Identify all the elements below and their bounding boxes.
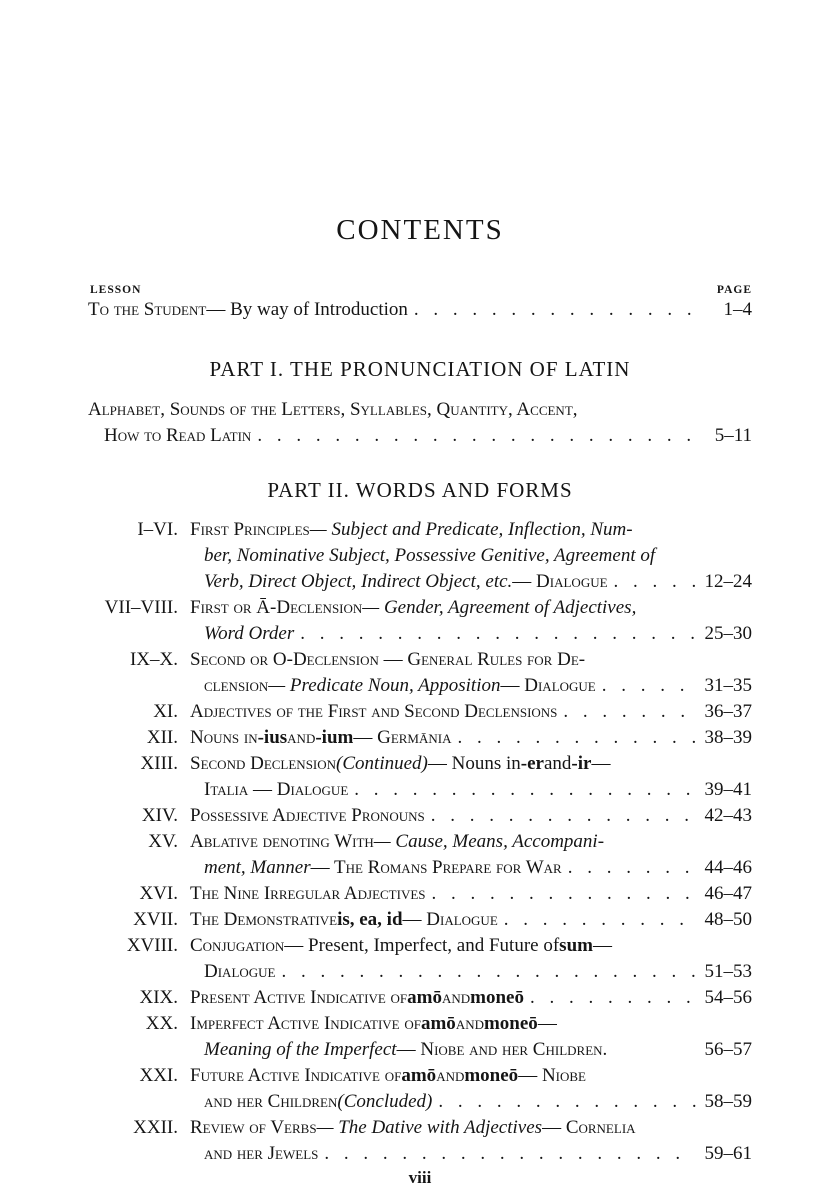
- lesson-number: XI.: [153, 701, 178, 722]
- leader-dots: [408, 297, 696, 323]
- toc-entry-cont: Italia — Dialogue . . . 39–41: [204, 777, 752, 803]
- leader-dots: [276, 959, 697, 985]
- lesson-number: XXI.: [139, 1065, 178, 1086]
- toc-entry: The Nine Irregular Adjectives . . . 46–47: [190, 881, 752, 907]
- leader-dots: [251, 423, 696, 449]
- lesson-number: XIV.: [141, 805, 178, 826]
- page-number: 25–30: [704, 623, 752, 644]
- lesson-number: XXII.: [133, 1117, 178, 1138]
- leader-dots: [562, 855, 696, 881]
- page-label: PAGE: [716, 284, 752, 296]
- toc-entry-cont: ment, Manner — The Romans Prepare for War . . . 44–46: [204, 855, 752, 881]
- lesson-number: XIII.: [140, 753, 178, 774]
- lesson-number: IX–X.: [129, 649, 178, 670]
- toc-entry: First Principles — Subject and Predicate, Inflection, Num-: [190, 519, 633, 540]
- leader-dots: [426, 881, 696, 907]
- page-number: 54–56: [704, 987, 752, 1008]
- toc-entry-part1-line2: How to Read Latin . . . 5–11: [104, 423, 752, 449]
- toc-entry: Adjectives of the First and Second Declensions . . . 36–37: [190, 699, 752, 725]
- toc-entry: Second Declension (Continued) — Nouns in -er and -ir —: [190, 753, 611, 774]
- toc-entry: Ablative denoting With — Cause, Means, Accompani-: [190, 831, 605, 852]
- leader-dots: [596, 673, 696, 699]
- page-number: 38–39: [704, 727, 752, 748]
- leader-dots: [498, 907, 696, 933]
- leader-dots: [524, 985, 696, 1011]
- lesson-number: VII–VIII.: [104, 597, 178, 618]
- leader-dots: [294, 621, 696, 647]
- leader-dots: [348, 777, 696, 803]
- page-number: 36–37: [704, 701, 752, 722]
- toc-entry-cont: Meaning of the Imperfect — Niobe and her Children. 56–57: [204, 1037, 752, 1063]
- toc-entry-intro: To the Student — By way of Introduction . . . 1–4: [88, 297, 752, 323]
- toc-entry-cont: and her Jewels . . . 59–61: [204, 1141, 752, 1167]
- lesson-number: XVIII.: [126, 935, 178, 956]
- leader-dots: [425, 803, 696, 829]
- toc-entry-cont: ber, Nominative Subject, Possessive Genitive, Agreement of: [204, 545, 656, 566]
- toc-entry-cont: clension — Predicate Noun, Apposition — Dialogue . . . 31–35: [204, 673, 752, 699]
- lesson-label: LESSON: [90, 284, 142, 296]
- toc-entry: The Demonstrative is, ea, id — Dialogue . . . 48–50: [190, 907, 752, 933]
- page-title: CONTENTS: [336, 214, 504, 246]
- toc-entry: First or Ā-Declension — Gender, Agreement of Adjectives,: [190, 597, 637, 618]
- toc-entry: Present Active Indicative of amō and moneō . . . 54–56: [190, 985, 752, 1011]
- lesson-number: XVI.: [139, 883, 178, 904]
- toc-entry: Imperfect Active Indicative of amō and moneō —: [190, 1013, 557, 1034]
- page-number: 44–46: [704, 857, 752, 878]
- leader-dots: [318, 1141, 696, 1167]
- toc-entry: Possessive Adjective Pronouns . . . 42–43: [190, 803, 752, 829]
- page-number: 58–59: [704, 1091, 752, 1112]
- lesson-number: XX.: [145, 1013, 178, 1034]
- page-number: 12–24: [704, 571, 752, 592]
- page-folio: viii: [408, 1168, 432, 1187]
- toc-entry-cont: Verb, Direct Object, Indirect Object, etc. — Dialogue . . . 12–24: [204, 569, 752, 595]
- page-number: 39–41: [704, 779, 752, 800]
- lesson-number: XVII.: [133, 909, 178, 930]
- page-number: 42–43: [704, 805, 752, 826]
- page-number: 5–11: [714, 425, 752, 446]
- toc-entry: Nouns in -ius and -ium — Germānia . . . 38–39: [190, 725, 752, 751]
- page-number: 56–57: [704, 1039, 752, 1060]
- leader-dots: [432, 1089, 696, 1115]
- toc-entry-cont: Word Order . . . 25–30: [204, 621, 752, 647]
- leader-dots: [451, 725, 696, 751]
- toc-entry: Conjugation — Present, Imperfect, and Future of sum —: [190, 935, 612, 956]
- leader-dots: [608, 569, 696, 595]
- part-heading-1: PART I. THE PRONUNCIATION OF LATIN: [209, 357, 631, 381]
- toc-entry-part1-line1: Alphabet, Sounds of the Letters, Syllables, Quantity, Accent,: [88, 399, 578, 420]
- toc-entry: Review of Verbs — The Dative with Adjectives — Cornelia: [190, 1117, 636, 1138]
- toc-entry: Future Active Indicative of amō and moneō — Niobe: [190, 1065, 586, 1086]
- part-heading-2: PART II. WORDS AND FORMS: [267, 478, 573, 502]
- lesson-number: XV.: [148, 831, 178, 852]
- page-number: 51–53: [704, 961, 752, 982]
- page-number: 31–35: [704, 675, 752, 696]
- leader-dots: [557, 699, 696, 725]
- lesson-number: I–VI.: [137, 519, 178, 540]
- lesson-number: XII.: [146, 727, 178, 748]
- lesson-number: XIX.: [139, 987, 178, 1008]
- page-number: 46–47: [704, 883, 752, 904]
- toc-entry-cont: Dialogue . . . 51–53: [204, 959, 752, 985]
- toc-entry-cont: and her Children (Concluded) . . . 58–59: [204, 1089, 752, 1115]
- toc-entry: Second or O-Declension — General Rules for De-: [190, 649, 586, 670]
- page-number: 48–50: [704, 909, 752, 930]
- page-number: 1–4: [723, 299, 752, 320]
- page-number: 59–61: [704, 1143, 752, 1164]
